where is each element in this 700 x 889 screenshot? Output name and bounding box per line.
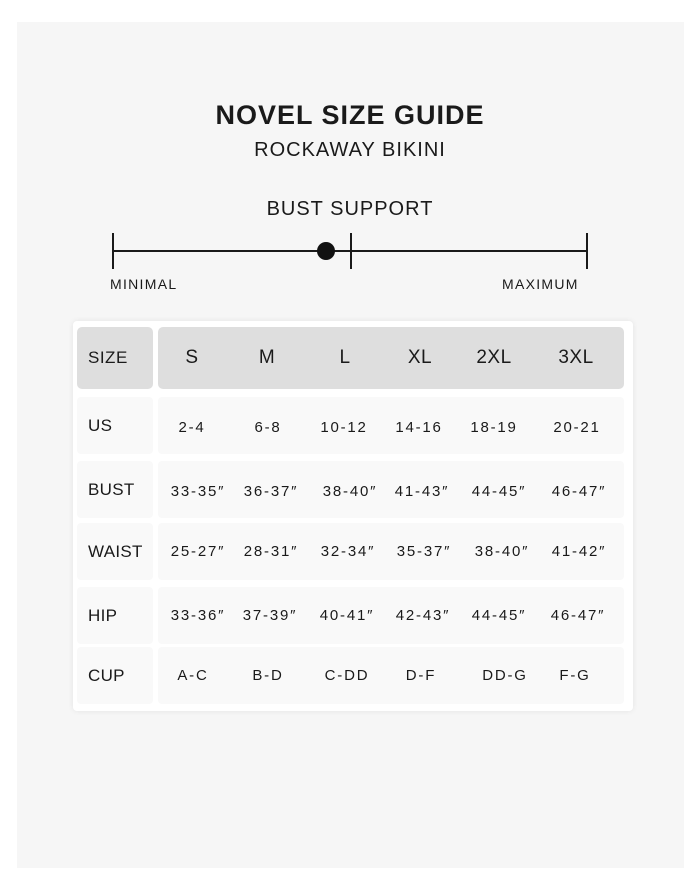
table-cell: 14-16 (395, 419, 443, 436)
table-cell: 2-4 (178, 419, 206, 436)
table-cell: 37-39″ (242, 607, 298, 624)
row-label-us: US (77, 397, 153, 454)
table-cell: 44-45″ (471, 607, 527, 624)
size-header-cell: S (185, 347, 199, 368)
table-cell: DD-G (482, 667, 528, 684)
row-label-cup: CUP (77, 647, 153, 704)
size-header-cell: XL (407, 347, 433, 368)
table-cell: 36-37″ (243, 483, 299, 500)
scale-right-tick (586, 233, 588, 269)
table-cell: 6-8 (254, 419, 282, 436)
table-cell: 18-19 (470, 419, 518, 436)
table-cell: 41-43″ (394, 483, 450, 500)
table-cell: B-D (252, 667, 284, 684)
table-cell: F-G (559, 667, 591, 684)
table-cell: 42-43″ (395, 607, 451, 624)
table-cell: D-F (405, 667, 437, 684)
table-cell: A-C (177, 667, 209, 684)
table-cell: 20-21 (553, 419, 601, 436)
scale-left-tick (112, 233, 114, 269)
size-header-cell: 2XL (476, 347, 512, 368)
size-header-label: SIZE (77, 327, 153, 389)
row-label-bust: BUST (77, 461, 153, 518)
size-header-cell: M (258, 347, 276, 368)
row-label-hip: HIP (77, 587, 153, 644)
scale-mid-tick (350, 233, 352, 269)
product-name: ROCKAWAY BIKINI (254, 139, 446, 161)
table-cell: 32-34″ (320, 543, 376, 560)
scale-min-label: MINIMAL (110, 276, 178, 292)
table-cell: 10-12 (320, 419, 368, 436)
table-cell: 25-27″ (170, 543, 226, 560)
table-cell: 38-40″ (322, 483, 378, 500)
table-cell: 33-36″ (170, 607, 226, 624)
table-cell: 46-47″ (551, 483, 607, 500)
table-cell: 38-40″ (474, 543, 530, 560)
size-header-cell: 3XL (558, 347, 594, 368)
table-cell: C-DD (324, 667, 370, 684)
bust-support-scale (0, 0, 700, 300)
scale-max-label: MAXIMUM (502, 276, 579, 292)
table-cell: 46-47″ (550, 607, 606, 624)
table-cell: 41-42″ (551, 543, 607, 560)
bust-support-title: BUST SUPPORT (266, 198, 434, 220)
page-title: NOVEL SIZE GUIDE (215, 100, 485, 130)
size-header-cell: L (339, 347, 351, 368)
table-cell: 44-45″ (471, 483, 527, 500)
table-cell: 28-31″ (243, 543, 299, 560)
table-cell: 35-37″ (396, 543, 452, 560)
table-cell: 33-35″ (170, 483, 226, 500)
table-cell: 40-41″ (319, 607, 375, 624)
support-level-marker (317, 242, 335, 260)
row-label-waist: WAIST (77, 523, 153, 580)
